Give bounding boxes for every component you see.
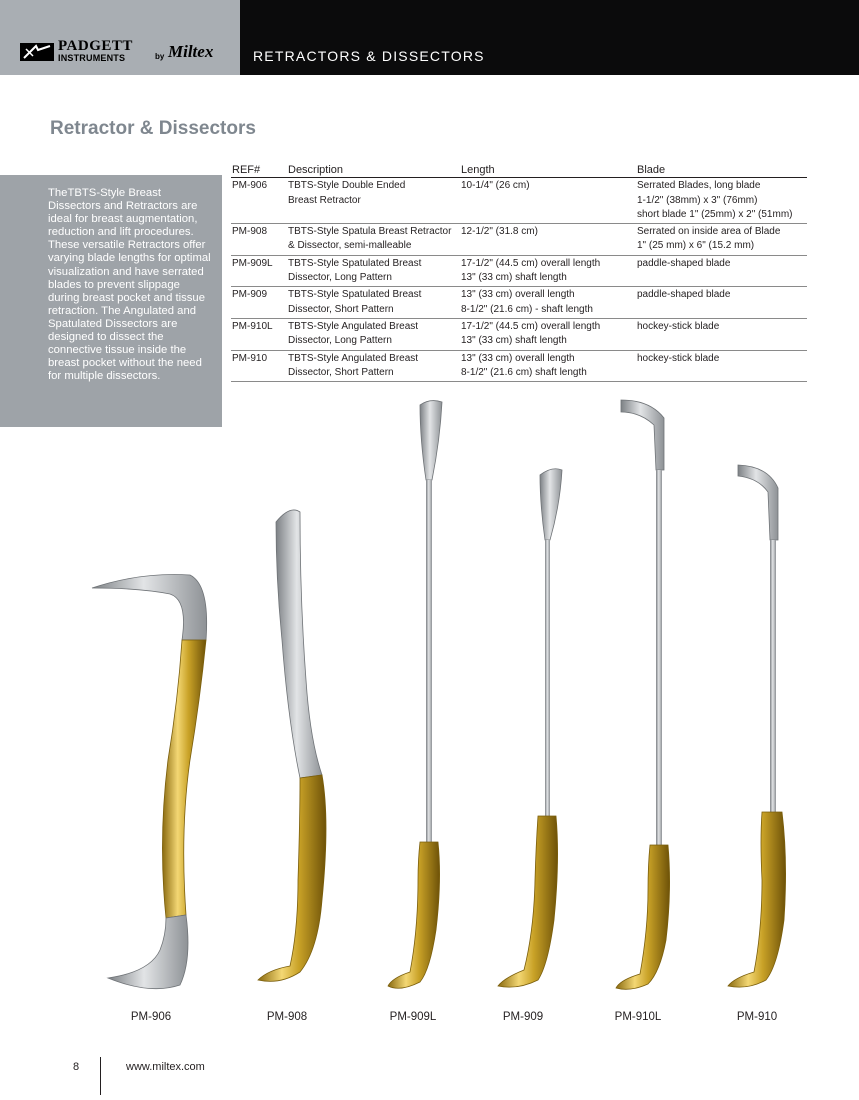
header-ref: REF# <box>231 163 287 178</box>
cell-blade: hockey-stick blade <box>636 350 807 382</box>
brand-padgett: PADGETT <box>58 38 133 54</box>
label-pm-910l: PM-910L <box>614 1011 662 1023</box>
cell-length: 10-1/4" (26 cm) <box>460 178 636 224</box>
cell-description: TBTS-Style Spatulated Breast Dissector, Long Pattern <box>287 255 460 287</box>
cell-length: 17-1/2" (44.5 cm) overall length 13" (33 cm) shaft length <box>460 255 636 287</box>
dissector-pm-910 <box>728 465 786 987</box>
label-pm-909l: PM-909L <box>389 1011 437 1023</box>
dissector-pm-910l <box>616 400 670 989</box>
dissector-pm-909l <box>388 401 442 989</box>
brand-by: by <box>155 52 165 61</box>
page-number: 8 <box>73 1061 80 1073</box>
brand-miltex: Miltex <box>168 42 214 61</box>
cell-description: TBTS-Style Angulated Breast Dissector, Short Pattern <box>287 350 460 382</box>
header-description: Description <box>287 163 460 178</box>
cell-blade: Serrated on inside area of Blade 1" (25 mm) x 6" (15.2 mm) <box>636 224 807 256</box>
label-pm-908: PM-908 <box>266 1011 308 1023</box>
cell-blade: hockey-stick blade <box>636 318 807 350</box>
intro-text: TheTBTS-Style Breast Dissectors and Retractors are ideal for breast augmentation, reduction and lift procedures. These versatile Retractors offer varying blade lengths for optimal visualization and have serrated blades to prevent slippage during breast pocket and tissue retraction. The Angulated and Spatulated Dissectors are designed to dissect the connective tissue inside the breast pocket without the need for multiple dissectors. <box>48 187 211 383</box>
page-title: Retractor & Dissectors <box>50 118 256 139</box>
cell-ref: PM-909L <box>231 255 287 287</box>
retractor-pm-906 <box>92 575 207 989</box>
section-title: RETRACTORS & DISSECTORS <box>253 48 485 64</box>
cell-length: 13" (33 cm) overall length 8-1/2" (21.6 cm) - shaft length <box>460 287 636 319</box>
cell-blade: paddle-shaped blade <box>636 287 807 319</box>
cell-length: 13" (33 cm) overall length 8-1/2" (21.6 cm) shaft length <box>460 350 636 382</box>
cell-description: TBTS-Style Spatula Breast Retractor & Dissector, semi-malleable <box>287 224 460 256</box>
cell-ref: PM-908 <box>231 224 287 256</box>
cell-description: TBTS-Style Double Ended Breast Retractor <box>287 178 460 224</box>
retractor-pm-908 <box>258 510 326 981</box>
cell-ref: PM-910 <box>231 350 287 382</box>
header-blade: Blade <box>636 163 807 178</box>
label-pm-910: PM-910 <box>736 1011 778 1023</box>
cell-description: TBTS-Style Spatulated Breast Dissector, Short Pattern <box>287 287 460 319</box>
cell-ref: PM-909 <box>231 287 287 319</box>
dissector-pm-909 <box>498 469 562 987</box>
footer-divider <box>100 1057 101 1095</box>
header-length: Length <box>460 163 636 178</box>
cell-length: 12-1/2" (31.8 cm) <box>460 224 636 256</box>
cell-description: TBTS-Style Angulated Breast Dissector, Long Pattern <box>287 318 460 350</box>
cell-ref: PM-910L <box>231 318 287 350</box>
label-pm-909: PM-909 <box>502 1011 544 1023</box>
cell-blade: paddle-shaped blade <box>636 255 807 287</box>
label-pm-906: PM-906 <box>130 1011 172 1023</box>
brand-instruments: INSTRUMENTS <box>58 53 126 63</box>
cell-ref: PM-906 <box>231 178 287 224</box>
website-link[interactable]: www.miltex.com <box>126 1061 205 1073</box>
cell-length: 17-1/2" (44.5 cm) overall length 13" (33 cm) shaft length <box>460 318 636 350</box>
cell-blade: Serrated Blades, long blade 1-1/2" (38mm) x 3" (76mm) short blade 1" (25mm) x 2" (51mm) <box>636 178 807 224</box>
